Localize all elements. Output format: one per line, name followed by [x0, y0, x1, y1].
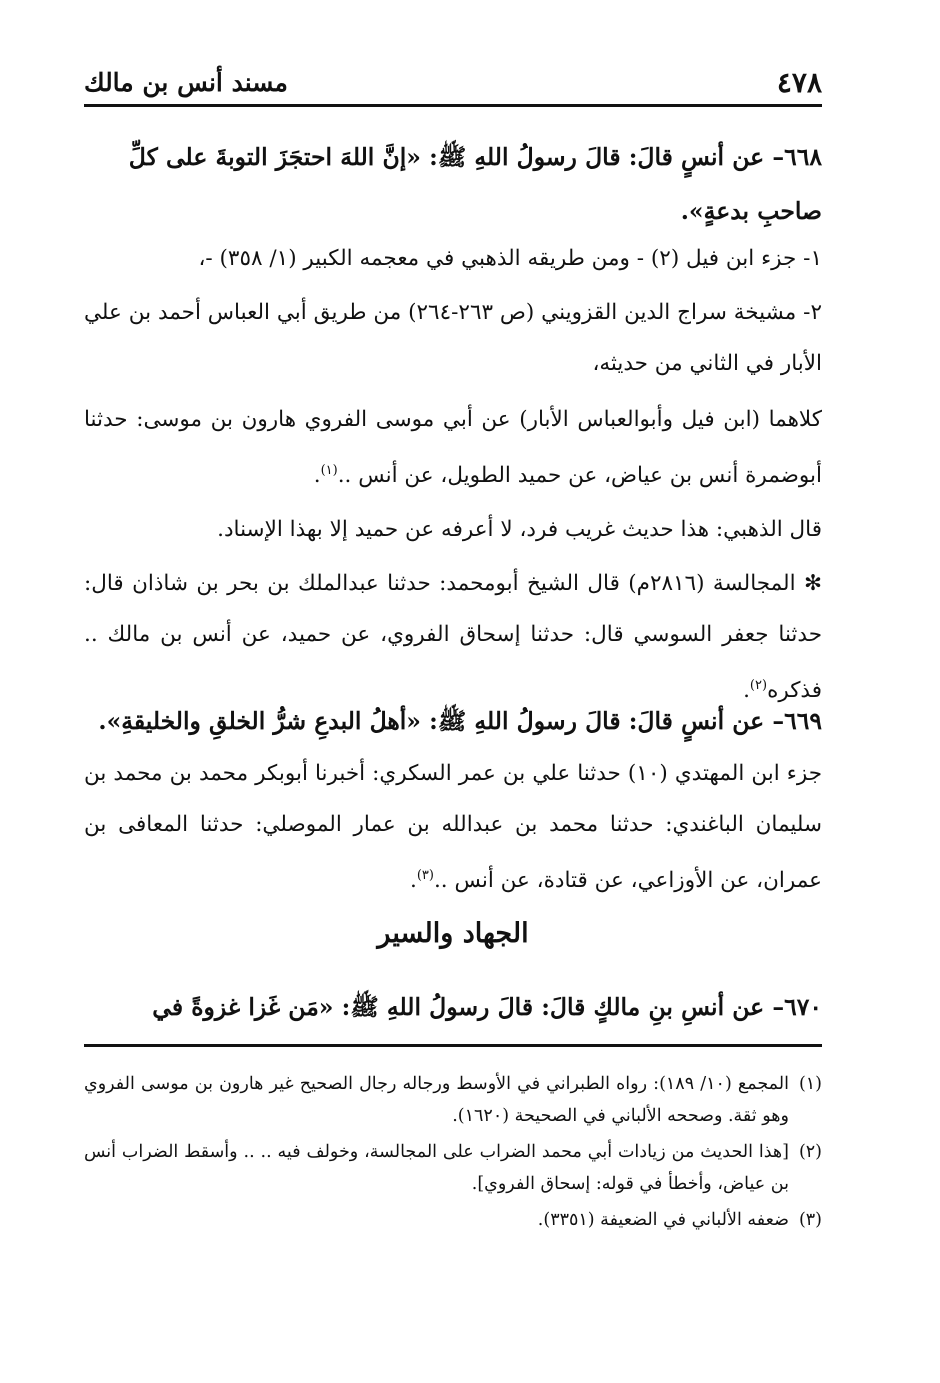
- hadith-668-intro: ٦٦٨– عن أنسٍ قالَ: قالَ رسولُ اللهِ ﷺ:: [429, 143, 822, 171]
- footnote-1-number: (١): [798, 1074, 822, 1094]
- footnote-2: [84, 1136, 822, 1200]
- hadith-669: ٦٦٩– عن أنسٍ قالَ: قالَ رسولُ اللهِ ﷺ: «أهلُ البدعِ شرُّ الخلقِ والخليقةِ».: [98, 707, 822, 735]
- mujalasa-source: ✻ المجالسة (٢٨١٦م) قال الشيخ أبومحمد: حدثنا عبدالملك بن بحر بن شاذان قال: حدثنا جعفر السوسي قال: حدثنا إسحاق الفروي، عن حميد، عن أنس بن مالك .. فذكره$^{(٢)}$.: [84, 571, 822, 704]
- muhtadi-source: جزء ابن المهتدي (١٠) حدثنا علي بن عمر السكري: أخبرنا أبوبكر محمد بن محمد بن سليمان الباغندي: حدثنا محمد بن عبدالله بن عمار الموصلي: حدثنا المعافى بن عمران، عن الأوزاعي، عن قتادة، عن أنس ..$^{(٣)}$.: [84, 761, 822, 894]
- hadith-670: [84, 980, 822, 1034]
- footnote-1-text: المجمع (١٠/ ١٨٩): رواه الطبراني في الأوسط ورجاله رجال الصحيح غير هارون بن موسى الفروي وهو ثقة. وصححه الألباني في الصحيحة (١٦٢٠).: [84, 1074, 789, 1126]
- footnote-ref-2[interactable]: (٢): [749, 678, 768, 694]
- footnote-3-number: (٣): [798, 1210, 822, 1230]
- muhtadi-text: جزء ابن المهتدي (١٠) حدثنا علي بن عمر السكري: أخبرنا أبوبكر محمد بن محمد بن سليمان الباغندي: حدثنا محمد بن عبدالله بن عمار الموصلي: حدثنا المعافى بن عمران، عن الأوزاعي، عن قتادة، عن أنس ..: [84, 761, 822, 894]
- hadith-670-intro: ٦٧٠– عن أنسِ بنِ مالكٍ قالَ: قالَ رسولُ اللهِ ﷺ:: [341, 993, 822, 1021]
- footnote-2-text: [هذا الحديث من زيادات أبي محمد الضراب على المجالسة، وخولف فيه .. .. وأسقط الضراب أنس بن عياض، وأخطأ في قوله: إسحاق الفروي].: [84, 1142, 789, 1194]
- footnote-ref-1[interactable]: (١): [320, 463, 338, 478]
- source-line-2: ٢- مشيخة سراج الدين القزويني (ص ٢٦٣-٢٦٤) من طريق أبي العباس أحمد بن علي الأبار في الثاني من حديثه،: [84, 300, 822, 376]
- footnote-1: [84, 1068, 822, 1132]
- page-number: ٤٧٨: [776, 66, 822, 99]
- dhahabi-comment: قال الذهبي: هذا حديث غريب فرد، لا أعرفه عن حميد إلا بهذا الإسناد.: [217, 517, 822, 543]
- hadith-668: [84, 130, 822, 238]
- source-line-3: كلاهما (ابن فيل وأبوالعباس الأبار) عن أبي موسى الفروي هارون بن موسى: حدثنا أبوضمرة أنس بن عياض، عن حميد الطويل، عن أنس ..$^{(١)}$.: [84, 407, 822, 489]
- hadith-669-sources: [84, 748, 822, 906]
- footnote-3-text: ضعفه الألباني في الضعيفة (٣٣٥١).: [537, 1210, 789, 1230]
- source-line-1: ١- جزء ابن فيل (٢) - ومن طريقه الذهبي في معجمه الكبير (١/ ٣٥٨) -،: [198, 246, 822, 271]
- mujalasa-text: ✻ المجالسة (٢٨١٦م) قال الشيخ أبومحمد: حدثنا عبدالملك بن بحر بن شاذان قال: حدثنا جعفر السوسي قال: حدثنا إسحاق الفروي، عن حميد، عن أنس بن مالك .. فذكره: [84, 571, 822, 704]
- footnotes: [84, 1068, 822, 1236]
- running-title: مسند أنس بن مالك: [84, 68, 288, 97]
- footnote-ref-3[interactable]: (٣): [416, 868, 434, 883]
- page-header: [84, 64, 822, 107]
- hadith-668-text: «إنَّ اللهَ احتجَزَ التوبةَ على كلِّ صاحبِ بدعةٍ».: [128, 143, 822, 225]
- hadith-670-text: «مَن غَزا غزوةً في: [152, 993, 334, 1021]
- footnote-divider: [84, 1044, 822, 1047]
- footnote-3: [84, 1204, 822, 1236]
- hadith-668-sources: [84, 233, 822, 716]
- section-title: الجهاد والسير: [377, 918, 529, 949]
- source-line-3-text: كلاهما (ابن فيل وأبوالعباس الأبار) عن أبي موسى الفروي هارون بن موسى: حدثنا أبوضمرة أنس بن عياض، عن حميد الطويل، عن أنس ..: [84, 407, 822, 489]
- footnote-2-number: (٢): [798, 1142, 822, 1162]
